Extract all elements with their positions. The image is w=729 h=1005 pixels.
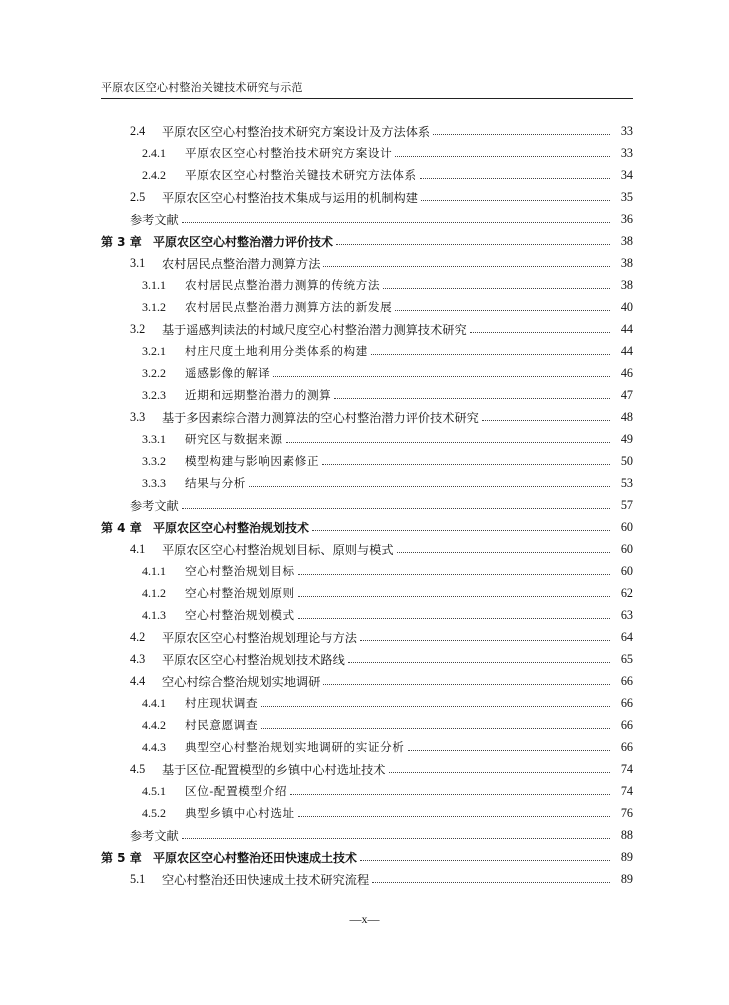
- toc-entry-page: 66: [620, 739, 633, 754]
- toc-entry-number: 3.1.2: [142, 299, 166, 314]
- toc-leader-dots: [395, 310, 610, 311]
- toc-entry-title: 平原农区空心村整治潜力评价技术: [153, 234, 334, 249]
- toc-leader-dots: [261, 706, 610, 707]
- toc-section-entry[interactable]: [101, 428, 633, 450]
- toc-section-entry[interactable]: [101, 120, 633, 142]
- toc-entry-number: 4.4.2: [142, 717, 166, 732]
- toc-section-entry[interactable]: [101, 164, 633, 186]
- toc-section-entry[interactable]: [101, 626, 633, 648]
- toc-section-entry[interactable]: [101, 736, 633, 758]
- toc-entry-title: 平原农区空心村整治技术研究方案设计及方法体系: [162, 124, 431, 139]
- toc-entry-page: 66: [620, 717, 633, 732]
- toc-entry-title: 平原农区空心村整治规划目标、原则与模式: [162, 542, 394, 557]
- toc-entry-title: 空心村整治规划目标: [185, 564, 295, 578]
- toc-entry-page: 66: [620, 673, 633, 688]
- toc-entry-number: 4.4: [130, 673, 146, 688]
- toc-entry-page: 38: [620, 255, 633, 270]
- toc-section-entry[interactable]: [101, 714, 633, 736]
- toc-entry-number: 4.1.3: [142, 607, 166, 622]
- toc-entry-page: 57: [620, 497, 633, 512]
- toc-section-entry[interactable]: [101, 604, 633, 626]
- toc-section-entry[interactable]: [101, 648, 633, 670]
- toc-entry-title: 参考文献: [130, 828, 179, 843]
- toc-leader-dots: [312, 530, 610, 531]
- toc-references-entry[interactable]: [101, 494, 633, 516]
- toc-entry-title: 典型空心村整治规划实地调研的实证分析: [185, 740, 405, 754]
- toc-entry-title: 结果与分析: [185, 476, 246, 490]
- toc-leader-dots: [298, 618, 610, 619]
- toc-entry-title: 空心村整治还田快速成土技术研究流程: [162, 872, 370, 887]
- toc-chapter-entry[interactable]: [101, 516, 633, 538]
- toc-leader-dots: [336, 244, 610, 245]
- toc-leader-dots: [470, 332, 610, 333]
- toc-entry-page: 49: [620, 431, 633, 446]
- toc-entry-page: 74: [620, 783, 633, 798]
- toc-entry-number: 3.1: [130, 255, 146, 270]
- toc-leader-dots: [372, 882, 610, 883]
- toc-entry-title: 平原农区空心村整治技术研究方案设计: [185, 146, 393, 160]
- toc-entry-number: 3.3: [130, 409, 146, 424]
- toc-leader-dots: [261, 728, 610, 729]
- toc-entry-number: 4.4.1: [142, 695, 166, 710]
- toc-leader-dots: [360, 860, 610, 861]
- toc-entry-title: 村庄现状调查: [185, 696, 259, 710]
- toc-entry-title: 平原农区空心村整治规划理论与方法: [162, 630, 357, 645]
- toc-chapter-entry[interactable]: [101, 846, 633, 868]
- toc-entry-number: 4.4.3: [142, 739, 166, 754]
- toc-entry-number: 4.5.1: [142, 783, 166, 798]
- toc-leader-dots: [182, 508, 610, 509]
- toc-entry-number: 3.3.3: [142, 475, 166, 490]
- toc-section-entry[interactable]: [101, 450, 633, 472]
- toc-section-entry[interactable]: [101, 780, 633, 802]
- toc-leader-dots: [383, 288, 610, 289]
- toc-entry-title: 平原农区空心村整治规划技术路线: [162, 652, 345, 667]
- toc-entry-title: 遥感影像的解译: [185, 366, 271, 380]
- toc-entry-title: 区位-配置模型介绍: [185, 784, 288, 798]
- toc-entry-page: 35: [620, 189, 633, 204]
- toc-section-entry[interactable]: [101, 538, 633, 560]
- toc-entry-number: 3.3.2: [142, 453, 166, 468]
- toc-entry-page: 34: [620, 167, 633, 182]
- toc-leader-dots: [286, 442, 610, 443]
- toc-leader-dots: [408, 750, 611, 751]
- toc-entry-number: 3.1.1: [142, 277, 166, 292]
- toc-leader-dots: [290, 794, 610, 795]
- toc-leader-dots: [323, 684, 610, 685]
- toc-entry-number: 4.3: [130, 651, 146, 666]
- toc-entry-page: 38: [620, 233, 633, 248]
- toc-entry-title: 平原农区空心村整治技术集成与运用的机制构建: [162, 190, 418, 205]
- toc-entry-page: 88: [620, 827, 633, 842]
- toc-section-entry[interactable]: [101, 670, 633, 692]
- toc-entry-number: 2.4.2: [142, 167, 166, 182]
- toc-entry-title: 平原农区空心村整治规划技术: [153, 520, 310, 535]
- toc-entry-title: 参考文献: [130, 212, 179, 227]
- toc-entry-title: 村民意愿调查: [185, 718, 259, 732]
- toc-entry-page: 89: [620, 849, 633, 864]
- page-number: —x—: [349, 912, 380, 926]
- toc-entry-title: 研究区与数据来源: [185, 432, 283, 446]
- toc-entry-number: 4.5.2: [142, 805, 166, 820]
- toc-entry-number: 4.2: [130, 629, 146, 644]
- toc-leader-dots: [182, 222, 610, 223]
- toc-entry-page: 33: [620, 123, 633, 138]
- toc-entry-number: 4.1.1: [142, 563, 166, 578]
- toc-entry-page: 89: [620, 871, 633, 886]
- toc-entry-page: 65: [620, 651, 633, 666]
- toc-section-entry[interactable]: [101, 692, 633, 714]
- toc-references-entry[interactable]: [101, 208, 633, 230]
- toc-references-entry[interactable]: [101, 824, 633, 846]
- header-rule: [101, 98, 633, 99]
- toc-entry-page: 60: [620, 541, 633, 556]
- toc-section-entry[interactable]: [101, 318, 633, 340]
- toc-entry-page: 47: [620, 387, 633, 402]
- toc-entry-number: 2.4: [130, 123, 146, 138]
- toc-entry-number: 3.2: [130, 321, 146, 336]
- toc-entry-number: 3.3.1: [142, 431, 166, 446]
- toc-entry-number: 4.5: [130, 761, 146, 776]
- toc-leader-dots: [182, 838, 610, 839]
- toc-entry-number: 3.2.1: [142, 343, 166, 358]
- toc-entry-title: 平原农区空心村整治关键技术研究方法体系: [185, 168, 417, 182]
- toc-entry-number: 2.4.1: [142, 145, 166, 160]
- toc-section-entry[interactable]: [101, 406, 633, 428]
- toc-entry-page: 63: [620, 607, 633, 622]
- toc-leader-dots: [421, 200, 610, 201]
- toc-entry-page: 44: [620, 343, 633, 358]
- toc-entry-title: 基于多因素综合潜力测算法的空心村整治潜力评价技术研究: [162, 410, 479, 425]
- toc-entry-page: 62: [620, 585, 633, 600]
- toc-leader-dots: [360, 640, 610, 641]
- toc-section-entry[interactable]: [101, 802, 633, 824]
- toc-entry-number: 4.1.2: [142, 585, 166, 600]
- toc-entry-number: 3.2.3: [142, 387, 166, 402]
- toc-leader-dots: [395, 156, 610, 157]
- toc-entry-page: 44: [620, 321, 633, 336]
- toc-entry-number: 第 4 章: [101, 520, 142, 535]
- toc-entry-title: 典型乡镇中心村选址: [185, 806, 295, 820]
- toc-entry-number: 5.1: [130, 871, 146, 886]
- toc-section-entry[interactable]: [101, 274, 633, 296]
- table-of-contents: [101, 120, 633, 890]
- toc-leader-dots: [322, 464, 610, 465]
- toc-entry-number: 2.5: [130, 189, 146, 204]
- toc-entry-page: 46: [620, 365, 633, 380]
- toc-leader-dots: [298, 816, 610, 817]
- toc-entry-title: 模型构建与影响因素修正: [185, 454, 320, 468]
- toc-leader-dots: [249, 486, 610, 487]
- toc-entry-page: 50: [620, 453, 633, 468]
- toc-entry-page: 53: [620, 475, 633, 490]
- toc-leader-dots: [273, 376, 610, 377]
- toc-section-entry[interactable]: [101, 340, 633, 362]
- toc-entry-page: 36: [620, 211, 633, 226]
- toc-entry-number: 第 5 章: [101, 850, 142, 865]
- toc-section-entry[interactable]: [101, 560, 633, 582]
- toc-leader-dots: [420, 178, 610, 179]
- toc-entry-page: 66: [620, 695, 633, 710]
- toc-entry-page: 76: [620, 805, 633, 820]
- running-header: 平原农区空心村整治关键技术研究与示范: [101, 81, 303, 94]
- toc-section-entry[interactable]: [101, 252, 633, 274]
- toc-entry-title: 平原农区空心村整治还田快速成土技术: [153, 850, 358, 865]
- toc-leader-dots: [348, 662, 610, 663]
- toc-section-entry[interactable]: [101, 296, 633, 318]
- toc-leader-dots: [298, 574, 610, 575]
- toc-section-entry[interactable]: [101, 384, 633, 406]
- toc-chapter-entry[interactable]: [101, 230, 633, 252]
- toc-leader-dots: [389, 772, 611, 773]
- toc-section-entry[interactable]: [101, 582, 633, 604]
- toc-leader-dots: [397, 552, 610, 553]
- toc-entry-page: 74: [620, 761, 633, 776]
- toc-leader-dots: [371, 354, 610, 355]
- toc-entry-title: 农村居民点整治潜力测算方法的新发展: [185, 300, 393, 314]
- toc-leader-dots: [482, 420, 610, 421]
- toc-section-entry[interactable]: [101, 362, 633, 384]
- toc-entry-number: 3.2.2: [142, 365, 166, 380]
- toc-section-entry[interactable]: [101, 758, 633, 780]
- toc-entry-page: 64: [620, 629, 633, 644]
- toc-entry-page: 38: [620, 277, 633, 292]
- toc-entry-page: 48: [620, 409, 633, 424]
- toc-entry-title: 村庄尺度土地利用分类体系的构建: [185, 344, 368, 358]
- toc-entry-title: 农村居民点整治潜力测算的传统方法: [185, 278, 381, 292]
- toc-entry-title: 近期和远期整治潜力的测算: [185, 388, 332, 402]
- toc-entry-page: 40: [620, 299, 633, 314]
- toc-section-entry[interactable]: [101, 868, 633, 890]
- toc-entry-number: 第 3 章: [101, 234, 142, 249]
- toc-section-entry[interactable]: [101, 472, 633, 494]
- toc-entry-page: 33: [620, 145, 633, 160]
- toc-entry-title: 基于区位-配置模型的乡镇中心村选址技术: [162, 762, 386, 777]
- toc-entry-title: 参考文献: [130, 498, 179, 513]
- toc-entry-page: 60: [620, 519, 633, 534]
- toc-entry-title: 空心村整治规划原则: [185, 586, 295, 600]
- toc-entry-page: 60: [620, 563, 633, 578]
- toc-entry-title: 空心村综合整治规划实地调研: [162, 674, 321, 689]
- toc-section-entry[interactable]: [101, 186, 633, 208]
- toc-leader-dots: [298, 596, 610, 597]
- toc-entry-title: 农村居民点整治潜力测算方法: [162, 256, 321, 271]
- toc-leader-dots: [323, 266, 610, 267]
- toc-entry-number: 4.1: [130, 541, 146, 556]
- toc-leader-dots: [334, 398, 610, 399]
- toc-entry-title: 空心村整治规划模式: [185, 608, 295, 622]
- toc-entry-title: 基于遥感判读法的村域尺度空心村整治潜力测算技术研究: [162, 322, 467, 337]
- toc-section-entry[interactable]: [101, 142, 633, 164]
- toc-leader-dots: [433, 134, 610, 135]
